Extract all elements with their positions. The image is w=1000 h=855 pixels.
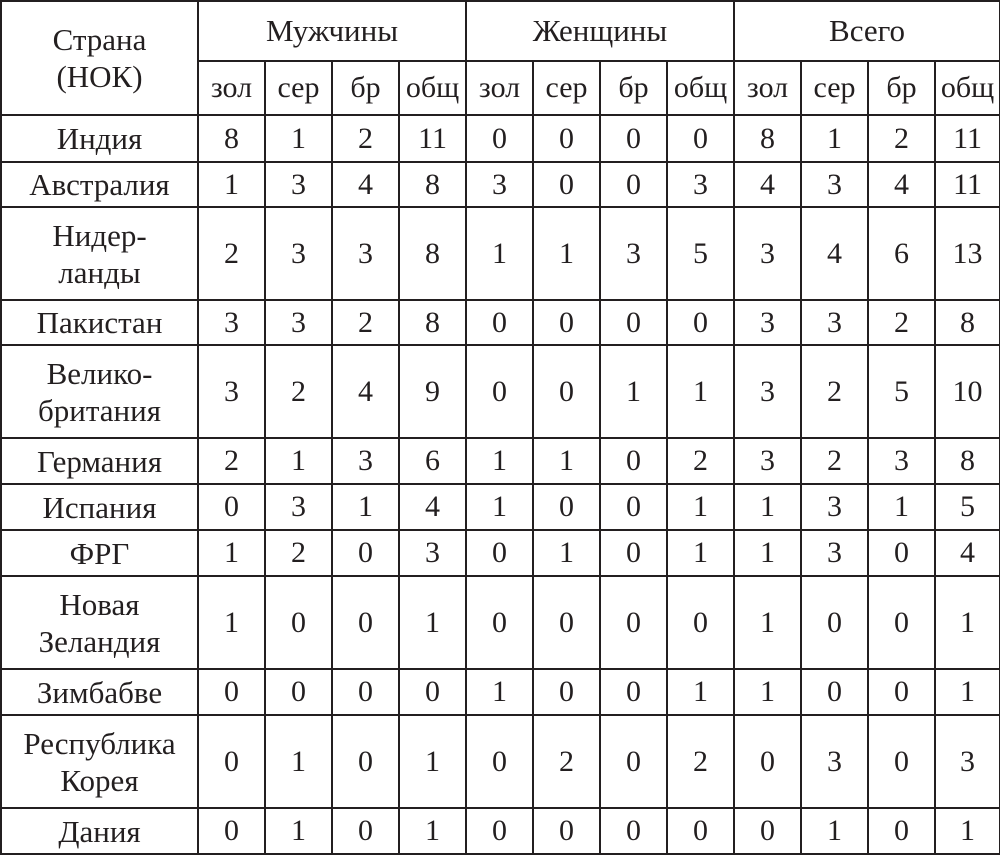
medal-count-women-bronze: 0: [600, 162, 667, 207]
medal-count-total-bronze: 0: [868, 669, 935, 715]
medal-count-women-total: 2: [667, 715, 734, 808]
medal-count-women-silver: 1: [533, 530, 600, 576]
table-row: [1, 530, 1000, 576]
medal-count-total-bronze: 0: [868, 530, 935, 576]
medal-count-men-gold: 2: [198, 207, 265, 300]
table-row: [1, 115, 1000, 162]
subheader-total-silver: сер: [801, 61, 868, 115]
medal-count-men-bronze: 2: [332, 115, 399, 162]
country-name-line: Австралия: [29, 167, 170, 202]
medal-count-women-total: 1: [667, 530, 734, 576]
medal-count-total-silver: 3: [801, 530, 868, 576]
medal-count-men-silver: 1: [265, 715, 332, 808]
medal-count-women-total: 0: [667, 808, 734, 854]
medal-count-total-total: 8: [935, 300, 1000, 345]
country-name-line: Германия: [37, 443, 162, 479]
medal-count-total-silver: 2: [801, 438, 868, 484]
medal-count-men-total: 1: [399, 808, 466, 854]
medal-count-men-gold: 0: [198, 715, 265, 808]
table-row: [1, 207, 1000, 300]
table-row: [1, 669, 1000, 715]
medal-count-men-gold: 2: [198, 438, 265, 484]
medal-count-men-bronze: 4: [332, 345, 399, 438]
medal-count-men-bronze: 3: [332, 438, 399, 484]
medal-count-women-bronze: 1: [600, 345, 667, 438]
country-name-line: Зеландия: [38, 623, 161, 659]
country-name-line: Республика: [23, 725, 176, 761]
medal-count-total-gold: 1: [734, 576, 801, 669]
medal-count-total-total: 4: [935, 530, 1000, 576]
medal-count-women-silver: 0: [533, 115, 600, 162]
medal-count-total-gold: 1: [734, 669, 801, 715]
medal-count-men-total: 8: [399, 207, 466, 300]
country-cell: [1, 162, 198, 207]
country-name-line: Корея: [60, 762, 139, 798]
medal-count-total-gold: 3: [734, 438, 801, 484]
medal-count-men-bronze: 2: [332, 300, 399, 345]
medal-count-total-gold: 0: [734, 808, 801, 854]
medal-count-men-total: 11: [399, 115, 466, 162]
table-row: [1, 484, 1000, 530]
subheader-men-total: общ: [399, 61, 466, 115]
table-row: [1, 438, 1000, 484]
country-name-line: Нидер-: [52, 217, 147, 253]
medal-count-total-silver: 4: [801, 207, 868, 300]
medal-count-men-silver: 1: [265, 808, 332, 854]
table-row: [1, 345, 1000, 438]
medal-count-women-bronze: 3: [600, 207, 667, 300]
medal-count-men-gold: 1: [198, 530, 265, 576]
medal-count-women-gold: 0: [466, 345, 533, 438]
medal-count-men-silver: 3: [265, 300, 332, 345]
subheader-women-gold: зол: [466, 61, 533, 115]
medal-count-men-bronze: 0: [332, 808, 399, 854]
medal-count-women-bronze: 0: [600, 300, 667, 345]
country-cell: [1, 207, 198, 300]
medal-count-women-bronze: 0: [600, 484, 667, 530]
medal-count-men-total: 1: [399, 576, 466, 669]
subheader-women-total: общ: [667, 61, 734, 115]
medal-count-women-silver: 0: [533, 669, 600, 715]
header-row-groups: [1, 1, 1000, 61]
medal-count-total-silver: 1: [801, 808, 868, 854]
country-name-line: Зимбабве: [36, 674, 163, 710]
medal-count-total-bronze: 6: [868, 207, 935, 300]
medal-count-total-gold: 1: [734, 530, 801, 576]
medal-count-women-silver: 0: [533, 808, 600, 854]
medal-count-women-gold: 1: [466, 669, 533, 715]
medal-count-total-bronze: 1: [868, 484, 935, 530]
medal-count-total-bronze: 0: [868, 715, 935, 808]
subheader-men-silver: сер: [265, 61, 332, 115]
medal-count-total-bronze: 0: [868, 576, 935, 669]
medal-count-women-silver: 1: [533, 207, 600, 300]
group-header-women: Женщины: [466, 1, 734, 61]
country-cell: [1, 530, 198, 576]
medal-count-total-gold: 4: [734, 162, 801, 207]
medal-count-women-gold: 0: [466, 576, 533, 669]
medal-count-men-silver: 3: [265, 162, 332, 207]
medal-count-men-silver: 0: [265, 669, 332, 715]
medal-count-women-silver: 0: [533, 484, 600, 530]
medal-count-women-total: 5: [667, 207, 734, 300]
medal-count-women-gold: 1: [466, 484, 533, 530]
medal-count-women-bronze: 0: [600, 438, 667, 484]
medal-count-women-total: 0: [667, 576, 734, 669]
medal-count-total-bronze: 2: [868, 300, 935, 345]
medal-count-women-gold: 1: [466, 207, 533, 300]
country-name-line: ланды: [58, 254, 141, 290]
medal-count-men-silver: 2: [265, 345, 332, 438]
subheader-total-bronze: бр: [868, 61, 935, 115]
medal-count-women-total: 2: [667, 438, 734, 484]
country-cell: [1, 808, 198, 854]
medal-count-total-gold: 8: [734, 115, 801, 162]
table-row: [1, 576, 1000, 669]
medal-count-women-gold: 0: [466, 115, 533, 162]
medal-count-men-bronze: 0: [332, 576, 399, 669]
country-cell: [1, 576, 198, 669]
country-name-line: Дания: [58, 813, 141, 849]
table-row: [1, 715, 1000, 808]
medal-count-total-total: 13: [935, 207, 1000, 300]
table-row: [1, 162, 1000, 207]
medal-count-men-total: 1: [399, 715, 466, 808]
medal-count-women-silver: 0: [533, 576, 600, 669]
medal-count-total-silver: 1: [801, 115, 868, 162]
medal-count-men-silver: 3: [265, 484, 332, 530]
medal-count-total-bronze: 4: [868, 162, 935, 207]
medal-count-men-total: 3: [399, 530, 466, 576]
medal-count-total-gold: 3: [734, 207, 801, 300]
medal-count-total-total: 1: [935, 576, 1000, 669]
medal-count-women-gold: 1: [466, 438, 533, 484]
country-cell: [1, 669, 198, 715]
medal-count-men-total: 8: [399, 162, 466, 207]
medal-count-total-silver: 0: [801, 669, 868, 715]
medal-count-women-bronze: 0: [600, 576, 667, 669]
medal-count-total-silver: 2: [801, 345, 868, 438]
medal-count-men-bronze: 4: [332, 162, 399, 207]
country-cell: [1, 438, 198, 484]
medal-count-men-silver: 1: [265, 115, 332, 162]
medal-count-women-gold: 0: [466, 300, 533, 345]
medal-count-men-total: 8: [399, 300, 466, 345]
medal-count-total-bronze: 5: [868, 345, 935, 438]
country-name-line: ФРГ: [69, 535, 130, 571]
country-cell: [1, 345, 198, 438]
medal-count-women-total: 1: [667, 345, 734, 438]
medal-count-total-bronze: 3: [868, 438, 935, 484]
country-name-line: Новая: [59, 586, 140, 622]
medal-count-women-silver: 2: [533, 715, 600, 808]
medal-count-women-gold: 0: [466, 808, 533, 854]
medal-count-women-bronze: 0: [600, 115, 667, 162]
subheader-men-gold: зол: [198, 61, 265, 115]
medal-count-men-bronze: 0: [332, 715, 399, 808]
medal-count-men-total: 0: [399, 669, 466, 715]
medal-count-women-gold: 3: [466, 162, 533, 207]
medal-count-women-bronze: 0: [600, 715, 667, 808]
country-cell: [1, 300, 198, 345]
medal-count-total-silver: 3: [801, 300, 868, 345]
medal-count-total-bronze: 2: [868, 115, 935, 162]
subheader-total-gold: зол: [734, 61, 801, 115]
country-header-line: (НОК): [56, 59, 143, 94]
medal-count-total-total: 10: [935, 345, 1000, 438]
medal-count-total-gold: 3: [734, 300, 801, 345]
medal-count-men-silver: 0: [265, 576, 332, 669]
medal-count-women-total: 3: [667, 162, 734, 207]
medal-count-men-gold: 1: [198, 576, 265, 669]
medal-count-total-silver: 3: [801, 484, 868, 530]
medal-count-women-bronze: 0: [600, 669, 667, 715]
medal-count-men-gold: 3: [198, 300, 265, 345]
medal-count-men-silver: 3: [265, 207, 332, 300]
medal-count-total-total: 11: [935, 162, 1000, 207]
group-header-men: Мужчины: [198, 1, 466, 61]
table-row: [1, 300, 1000, 345]
group-header-total: Всего: [734, 1, 1000, 61]
medal-count-men-silver: 1: [265, 438, 332, 484]
medal-count-women-bronze: 0: [600, 808, 667, 854]
country-name-line: британия: [38, 392, 161, 428]
medal-count-men-gold: 8: [198, 115, 265, 162]
medal-count-men-gold: 0: [198, 808, 265, 854]
medal-count-total-gold: 1: [734, 484, 801, 530]
medal-count-men-gold: 0: [198, 484, 265, 530]
medal-count-women-silver: 0: [533, 162, 600, 207]
medal-count-men-bronze: 0: [332, 669, 399, 715]
medal-count-total-total: 5: [935, 484, 1000, 530]
country-column-header: [1, 1, 198, 115]
medal-count-men-silver: 2: [265, 530, 332, 576]
country-header-line: Страна: [52, 22, 147, 57]
table-body: [1, 115, 1000, 854]
medal-count-men-gold: 1: [198, 162, 265, 207]
medal-count-men-total: 9: [399, 345, 466, 438]
medal-count-women-silver: 0: [533, 300, 600, 345]
medal-count-women-total: 0: [667, 115, 734, 162]
country-name-line: Индия: [56, 121, 143, 156]
medal-count-women-gold: 0: [466, 530, 533, 576]
medal-count-men-gold: 0: [198, 669, 265, 715]
medal-count-women-total: 0: [667, 300, 734, 345]
medal-count-men-bronze: 3: [332, 207, 399, 300]
subheader-women-silver: сер: [533, 61, 600, 115]
medal-count-women-gold: 0: [466, 715, 533, 808]
country-cell: [1, 715, 198, 808]
country-name-line: Испания: [42, 489, 157, 525]
table-header: [1, 1, 1000, 115]
medal-count-men-bronze: 0: [332, 530, 399, 576]
subheader-women-bronze: бр: [600, 61, 667, 115]
medal-count-women-total: 1: [667, 669, 734, 715]
medal-count-total-silver: 3: [801, 715, 868, 808]
medal-count-women-silver: 0: [533, 345, 600, 438]
medal-count-total-bronze: 0: [868, 808, 935, 854]
medal-count-men-total: 4: [399, 484, 466, 530]
medal-count-women-total: 1: [667, 484, 734, 530]
country-cell: [1, 484, 198, 530]
country-name-line: Пакистан: [36, 305, 163, 340]
medal-count-women-silver: 1: [533, 438, 600, 484]
subheader-total-total: общ: [935, 61, 1000, 115]
medal-count-total-total: 8: [935, 438, 1000, 484]
medal-count-total-total: 1: [935, 808, 1000, 854]
medal-count-total-gold: 0: [734, 715, 801, 808]
medal-count-men-gold: 3: [198, 345, 265, 438]
medal-count-women-bronze: 0: [600, 530, 667, 576]
country-cell: [1, 115, 198, 162]
medal-count-total-silver: 0: [801, 576, 868, 669]
table-row: [1, 808, 1000, 854]
medal-count-total-total: 11: [935, 115, 1000, 162]
medal-count-men-bronze: 1: [332, 484, 399, 530]
medal-count-total-total: 1: [935, 669, 1000, 715]
medal-count-total-silver: 3: [801, 162, 868, 207]
country-name-line: Велико-: [46, 355, 153, 391]
medal-count-total-total: 3: [935, 715, 1000, 808]
medal-count-men-total: 6: [399, 438, 466, 484]
subheader-men-bronze: бр: [332, 61, 399, 115]
medal-count-total-gold: 3: [734, 345, 801, 438]
